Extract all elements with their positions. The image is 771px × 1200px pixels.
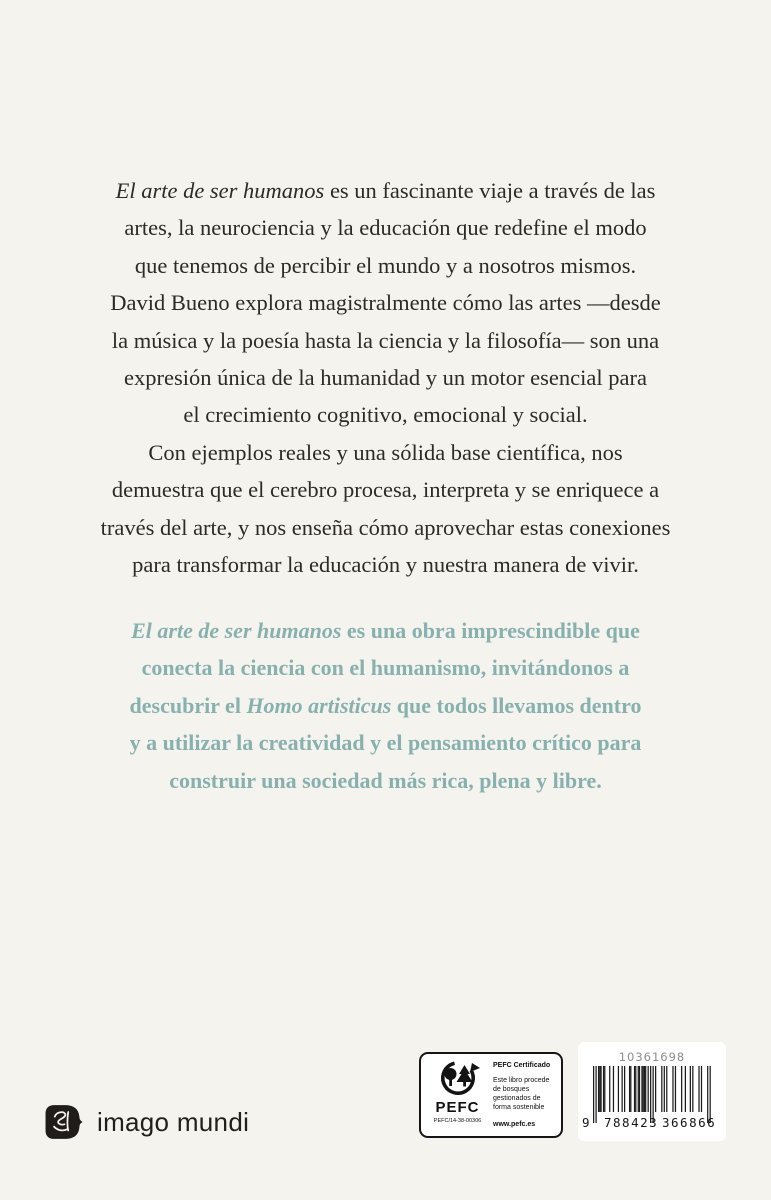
highlight-line: conecta la ciencia con el humanismo, invitándonos a [141,655,630,681]
synopsis-line: David Bueno explora magistralmente cómo las artes —desde [110,290,661,316]
publisher-logo [44,1098,249,1146]
synopsis-line: demuestra que el cerebro procesa, interpreta y se enriquece a [111,477,660,503]
highlight-line: construir una sociedad más rica, plena y libre. [169,767,602,793]
highlight-text [0,612,771,799]
synopsis-line-text: es un fascinante viaje a través de las [324,178,656,203]
isbn-barcode [578,1042,726,1141]
synopsis-line: el crecimiento cognitivo, emocional y social. [183,402,588,428]
synopsis-line: para transformar la educación y nuestra manera de vivir. [132,552,639,578]
synopsis-line: la música y la poesía hasta la ciencia y la filosofía— son una [111,327,660,353]
pefc-brand: PEFC [435,1099,480,1116]
pefc-url: www.pefc.es [493,1121,536,1128]
imago-mundi-icon [44,1100,84,1144]
publisher-name: imago mundi [97,1106,250,1137]
highlight-line [0,612,771,649]
synopsis-text [0,172,771,583]
synopsis-line: través del arte, y nos enseña cómo aprovechar estas conexiones [100,514,671,540]
highlight-line [0,687,771,724]
highlight-line: y a utilizar la creatividad y el pensamiento crítico para [129,730,642,756]
isbn-digit-group: 9 [582,1115,592,1130]
pefc-trees-icon [434,1059,482,1099]
barcode-top-number: 10361698 [618,1050,686,1064]
pefc-license-code: PEFC/14-38-00306 [433,1118,482,1124]
synopsis-line: Con ejemplos reales y una sólida base científica, nos [148,439,623,465]
pefc-label [419,1052,563,1138]
isbn-digit-group: 788423 [604,1115,659,1130]
synopsis-line [0,172,771,209]
synopsis-line: que tenemos de percibir el mundo y a nosotros mismos. [134,252,637,278]
pefc-claim: Este libro procede de bosques gestionados de forma sostenible [493,1077,550,1111]
pefc-text-column [488,1059,555,1132]
homo-artisticus-italic: Homo artisticus [246,692,392,718]
book-title-italic: El arte de ser humanos [131,618,342,643]
synopsis-line: expresión única de la humanidad y un motor esencial para [124,365,647,391]
pefc-certified-label: PEFC Certificado [493,1062,551,1069]
synopsis-line: artes, la neurociencia y la educación que redefine el modo [124,215,647,241]
book-title-italic: El arte de ser humanos [115,178,325,203]
pefc-logo-column [427,1059,488,1132]
highlight-line-text: descubrir el [129,692,247,718]
highlight-line-text: que todos llevamos dentro [391,692,642,718]
highlight-line-text: es una obra imprescindible que [341,618,640,643]
isbn-digit-group: 366866 [662,1115,717,1130]
